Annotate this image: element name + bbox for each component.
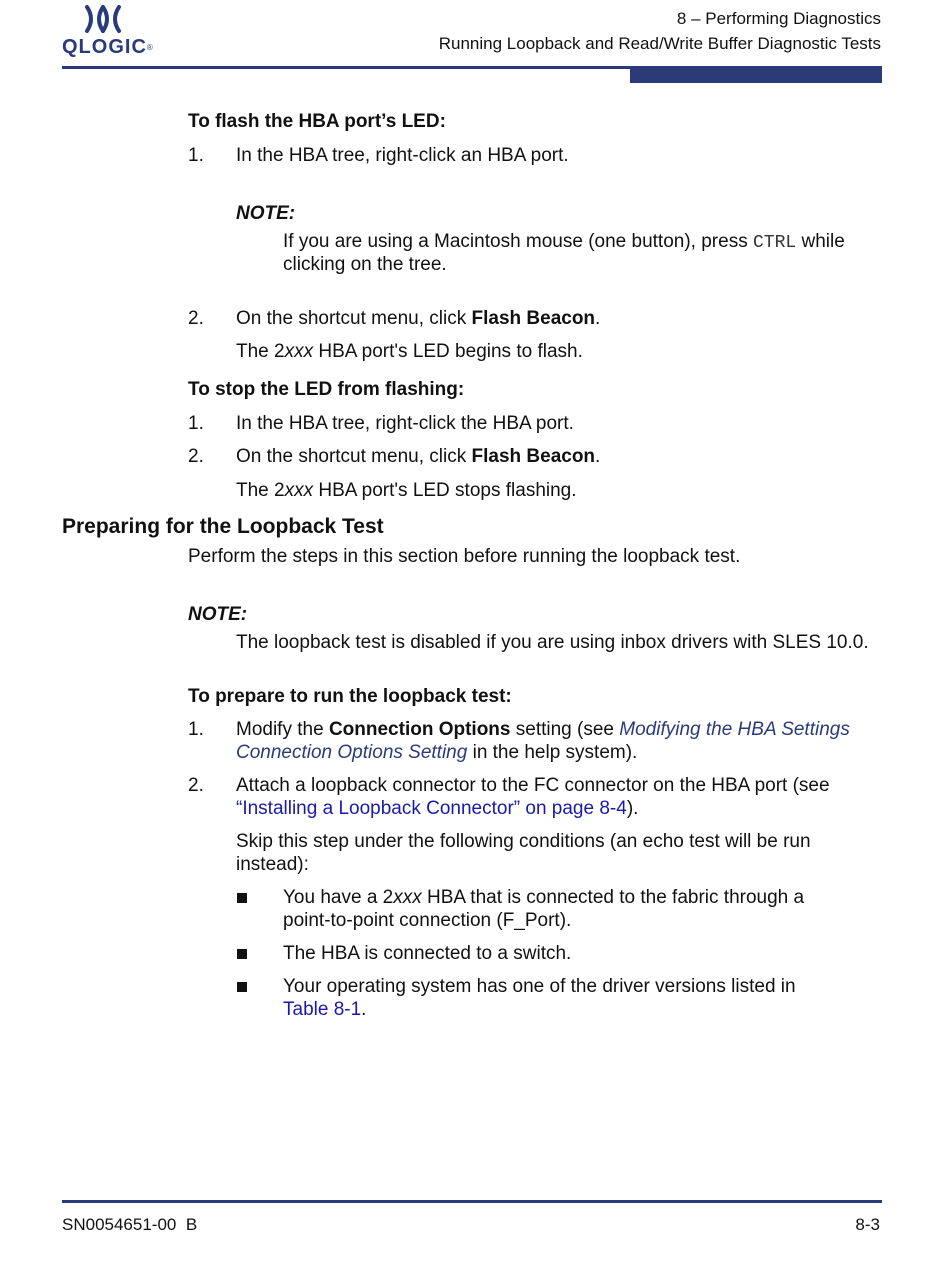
- header-rule-block: [630, 67, 882, 83]
- skip-text: Skip this step under the following conditions (an echo test will be run: [236, 831, 811, 852]
- qlogic-logo-icon: [83, 4, 123, 34]
- step-number: 2.: [188, 775, 204, 796]
- footer-page-number: 8-3: [855, 1215, 880, 1234]
- step-number: 1.: [188, 413, 204, 434]
- note-label: NOTE:: [188, 604, 248, 625]
- section-intro: Perform the steps in this section before running the loopback test.: [188, 546, 741, 567]
- flash-result: The 2xxx HBA port's LED begins to flash.: [236, 341, 583, 362]
- step-text: Modify the Connection Options setting (see Modifying the HBA Settings: [236, 719, 850, 740]
- square-bullet-icon: [237, 949, 247, 959]
- step-text: In the HBA tree, right-click an HBA port.: [236, 145, 569, 166]
- footer-rule: [62, 1200, 882, 1203]
- step-number: 1.: [188, 719, 204, 740]
- step-text-line2: “Installing a Loopback Connector” on page 8-4).: [236, 798, 639, 819]
- section-title: Preparing for the Loopback Test: [62, 515, 384, 538]
- connection-options-term: Connection Options: [328, 719, 511, 740]
- stop-heading: To stop the LED from flashing:: [188, 379, 465, 400]
- square-bullet-icon: [237, 893, 247, 903]
- step-number: 1.: [188, 145, 204, 166]
- flash-beacon-term: Flash Beacon: [471, 308, 596, 329]
- header-section: Running Loopback and Read/Write Buffer Diagnostic Tests: [438, 34, 881, 53]
- bullet-text: Your operating system has one of the driver versions listed in: [283, 976, 796, 997]
- footer-doc-id: SN0054651-00 B: [62, 1215, 198, 1234]
- logo-wordmark: QLOGIC®: [62, 36, 154, 58]
- header-chapter: 8 – Performing Diagnostics: [676, 9, 881, 28]
- note-text-line2: clicking on the tree.: [283, 254, 447, 275]
- note-text: The loopback test is disabled if you are using inbox drivers with SLES 10.0.: [236, 632, 869, 653]
- step-number: 2.: [188, 308, 204, 329]
- square-bullet-icon: [237, 982, 247, 992]
- help-link-modifying-settings[interactable]: Modifying the HBA Settings: [619, 719, 850, 740]
- step-text: On the shortcut menu, click Flash Beacon.: [236, 446, 601, 467]
- skip-text-line2: instead):: [236, 854, 309, 875]
- xref-loopback-connector-link[interactable]: “Installing a Loopback Connector” on page 8-4: [236, 798, 627, 819]
- xref-table-8-1-link[interactable]: Table 8-1: [283, 999, 362, 1020]
- qlogic-logo: [62, 4, 152, 58]
- step-number: 2.: [188, 446, 204, 467]
- help-link-connection-options[interactable]: Connection Options Setting: [236, 742, 468, 763]
- step-text: On the shortcut menu, click Flash Beacon.: [236, 308, 601, 329]
- bullet-text-line2: point-to-point connection (F_Port).: [283, 910, 572, 931]
- bullet-text: You have a 2xxx HBA that is connected to the fabric through a: [283, 887, 805, 908]
- prep-heading: To prepare to run the loopback test:: [188, 686, 512, 707]
- ctrl-key-code: CTRL: [752, 233, 797, 253]
- stop-result: The 2xxx HBA port's LED stops flashing.: [236, 480, 577, 501]
- note-label: NOTE:: [236, 203, 296, 224]
- step-text: Attach a loopback connector to the FC connector on the HBA port (see: [236, 775, 830, 796]
- flash-heading: To flash the HBA port’s LED:: [188, 111, 446, 132]
- flash-beacon-term: Flash Beacon: [471, 446, 596, 467]
- bullet-text-line2: Table 8-1.: [283, 999, 367, 1020]
- step-text-line2: Connection Options Setting in the help system).: [236, 742, 638, 763]
- bullet-text: The HBA is connected to a switch.: [283, 943, 572, 964]
- step-text: In the HBA tree, right-click the HBA port.: [236, 413, 574, 434]
- note-text: If you are using a Macintosh mouse (one button), press CTRL while: [283, 231, 845, 253]
